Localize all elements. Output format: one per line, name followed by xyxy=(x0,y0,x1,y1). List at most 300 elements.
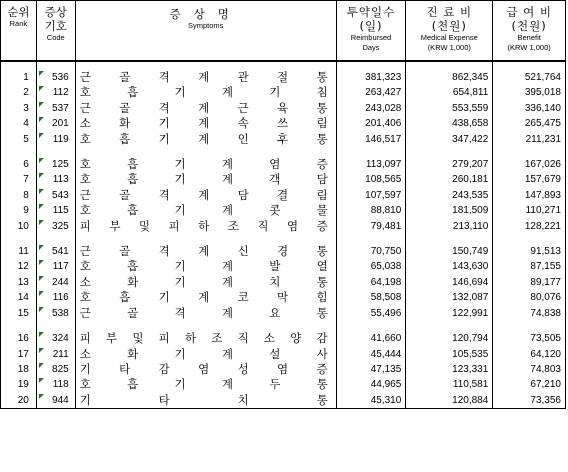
symptom-char: 후 xyxy=(277,131,289,146)
green-triangle-marker-icon xyxy=(39,102,44,107)
benefit-cell: 73,356 xyxy=(493,393,566,409)
code-cell xyxy=(36,244,75,259)
symptom-char: 계 xyxy=(221,377,233,392)
symptom-char: 치 xyxy=(237,392,249,407)
days-cell: 41,660 xyxy=(336,331,406,346)
spacer-cell xyxy=(36,321,75,331)
symptom-name xyxy=(80,290,328,305)
symptom-char: 통 xyxy=(316,392,328,407)
days-cell: 201,406 xyxy=(336,116,406,131)
symptom-cell xyxy=(75,172,336,187)
spacer-cell xyxy=(75,61,336,70)
code-value: 118 xyxy=(52,379,69,391)
rank-cell: 2 xyxy=(1,85,37,100)
symptom-name xyxy=(80,132,328,147)
symptom-name xyxy=(80,85,328,100)
table-row xyxy=(1,219,566,234)
symptom-char: 호 xyxy=(79,85,91,100)
symptom-char: 소 xyxy=(79,274,91,289)
symptom-char: 소 xyxy=(263,331,275,346)
expense-cell: 213,110 xyxy=(406,219,493,234)
symptom-char: 근 xyxy=(237,100,249,115)
symptom-char: 피 xyxy=(168,218,180,233)
symptom-name xyxy=(80,275,328,290)
benefit-cell: 521,764 xyxy=(493,70,566,85)
code-value: 115 xyxy=(52,205,69,217)
days-cell: 79,481 xyxy=(336,219,406,234)
header-code-ko-2: 기호 xyxy=(44,19,67,33)
code-cell xyxy=(36,362,75,377)
symptom-name xyxy=(80,157,328,172)
benefit-cell: 128,221 xyxy=(493,219,566,234)
rank-cell: 10 xyxy=(1,219,37,234)
symptom-char: 인 xyxy=(237,131,249,146)
green-triangle-marker-icon xyxy=(39,245,44,250)
code-cell xyxy=(36,331,75,346)
symptom-char: 계 xyxy=(198,187,210,202)
code-cell xyxy=(36,203,75,218)
code-cell xyxy=(36,275,75,290)
symptom-char: 격 xyxy=(158,100,170,115)
benefit-cell: 64,120 xyxy=(493,347,566,362)
rank-cell: 4 xyxy=(1,116,37,131)
symptom-char: 피 xyxy=(79,218,91,233)
symptom-name xyxy=(80,244,328,259)
green-triangle-marker-icon xyxy=(39,204,44,209)
green-triangle-marker-icon xyxy=(39,332,44,337)
symptom-name xyxy=(80,188,328,203)
symptom-char: 기 xyxy=(174,85,186,100)
symptom-char: 물 xyxy=(316,203,328,218)
header-days-en-2: Days xyxy=(362,43,380,52)
table-row xyxy=(1,157,566,172)
symptom-char: 기 xyxy=(174,157,186,172)
header-rank-en: Rank xyxy=(9,19,28,28)
symptom-char: 힘 xyxy=(316,290,328,305)
expense-cell: 654,811 xyxy=(406,85,493,100)
header-benefit-ko-2: (천원) xyxy=(511,19,547,33)
benefit-cell: 167,026 xyxy=(493,157,566,172)
days-cell: 107,597 xyxy=(336,188,406,203)
rank-cell: 15 xyxy=(1,306,37,321)
symptom-char: 근 xyxy=(79,100,91,115)
symptom-char: 두 xyxy=(269,377,281,392)
symptom-char: 호 xyxy=(79,172,91,187)
expense-cell: 120,794 xyxy=(406,331,493,346)
symptom-char: 막 xyxy=(277,290,289,305)
symptom-char: 기 xyxy=(174,346,186,361)
symptom-char: 근 xyxy=(79,187,91,202)
code-value: 211 xyxy=(52,348,69,360)
table-row xyxy=(1,188,566,203)
green-triangle-marker-icon xyxy=(39,276,44,281)
code-value: 119 xyxy=(52,133,69,145)
symptom-char: 신 xyxy=(237,244,249,259)
expense-cell: 553,559 xyxy=(406,101,493,116)
symptom-name xyxy=(80,203,328,218)
spacer-row xyxy=(1,234,566,244)
symptom-cell xyxy=(75,219,336,234)
symptom-char: 감 xyxy=(316,331,328,346)
benefit-cell: 110,271 xyxy=(493,203,566,218)
header-code xyxy=(36,1,75,62)
symptom-cell xyxy=(75,203,336,218)
symptom-name xyxy=(80,70,328,85)
symptom-char: 호 xyxy=(79,259,91,274)
benefit-cell: 336,140 xyxy=(493,101,566,116)
days-cell: 70,750 xyxy=(336,244,406,259)
symptom-char: 증 xyxy=(316,157,328,172)
symptom-name xyxy=(80,259,328,274)
spacer-cell xyxy=(36,234,75,244)
symptom-cell xyxy=(75,70,336,85)
symptom-char: 타 xyxy=(158,392,170,407)
days-cell: 58,508 xyxy=(336,290,406,305)
spacer-cell xyxy=(36,147,75,157)
symptom-char: 기 xyxy=(174,172,186,187)
rank-cell: 6 xyxy=(1,157,37,172)
symptom-cell xyxy=(75,85,336,100)
symptom-char: 소 xyxy=(79,116,91,131)
symptom-name xyxy=(80,116,328,131)
header-benefit xyxy=(493,1,566,62)
symptom-char: 양 xyxy=(290,331,302,346)
symptom-char: 림 xyxy=(316,116,328,131)
code-cell xyxy=(36,116,75,131)
table-row xyxy=(1,172,566,187)
symptom-cell xyxy=(75,259,336,274)
code-cell xyxy=(36,85,75,100)
symptom-char: 및 xyxy=(132,331,144,346)
table-row xyxy=(1,393,566,409)
table-row xyxy=(1,306,566,321)
code-value: 117 xyxy=(52,261,69,273)
symptom-char: 흡 xyxy=(127,172,139,187)
symptom-char: 기 xyxy=(174,203,186,218)
symptom-char: 계 xyxy=(221,346,233,361)
green-triangle-marker-icon xyxy=(39,348,44,353)
symptom-char: 관 xyxy=(237,70,249,84)
code-value: 537 xyxy=(52,102,69,114)
symptom-char: 통 xyxy=(316,100,328,115)
symptom-char: 흡 xyxy=(127,203,139,218)
code-value: 541 xyxy=(52,246,69,258)
symptom-char: 기 xyxy=(174,259,186,274)
symptom-name xyxy=(80,219,328,234)
code-cell xyxy=(36,393,75,409)
header-symptoms-ko: 증상명 xyxy=(169,7,242,21)
expense-cell: 143,630 xyxy=(406,259,493,274)
symptom-char: 부 xyxy=(109,218,121,233)
symptom-char: 직 xyxy=(237,331,249,346)
green-triangle-marker-icon xyxy=(39,291,44,296)
code-cell xyxy=(36,377,75,392)
symptom-char: 통 xyxy=(316,131,328,146)
code-value: 244 xyxy=(52,276,69,288)
symptom-char: 호 xyxy=(79,203,91,218)
symptom-char: 객 xyxy=(269,172,281,187)
symptom-char: 직 xyxy=(257,218,269,233)
benefit-cell: 395,018 xyxy=(493,85,566,100)
table-row xyxy=(1,275,566,290)
days-cell: 263,427 xyxy=(336,85,406,100)
symptom-char: 열 xyxy=(316,259,328,274)
symptom-char: 통 xyxy=(316,305,328,320)
spacer-cell xyxy=(75,147,336,157)
symptom-char: 흡 xyxy=(127,157,139,172)
symptom-char: 염 xyxy=(277,361,289,376)
days-cell: 381,323 xyxy=(336,70,406,85)
rank-cell: 18 xyxy=(1,362,37,377)
spacer-cell xyxy=(75,234,336,244)
symptom-char: 계 xyxy=(198,244,210,259)
days-cell: 113,097 xyxy=(336,157,406,172)
header-expense-en-1: Medical Expense xyxy=(420,33,478,42)
code-cell xyxy=(36,132,75,147)
header-benefit-ko-1: 급 여 비 xyxy=(506,5,552,19)
symptom-char: 기 xyxy=(79,361,91,376)
expense-cell: 243,535 xyxy=(406,188,493,203)
symptom-cell xyxy=(75,275,336,290)
symptom-char: 계 xyxy=(198,116,210,131)
green-triangle-marker-icon xyxy=(39,71,44,76)
expense-cell: 181,509 xyxy=(406,203,493,218)
header-code-ko-1: 증상 xyxy=(44,5,67,19)
table-row xyxy=(1,203,566,218)
symptom-char: 계 xyxy=(221,203,233,218)
expense-cell: 105,535 xyxy=(406,347,493,362)
expense-cell: 862,345 xyxy=(406,70,493,85)
table-row xyxy=(1,116,566,131)
rank-cell: 13 xyxy=(1,275,37,290)
code-cell xyxy=(36,157,75,172)
spacer-row xyxy=(1,61,566,70)
symptom-char: 타 xyxy=(119,361,131,376)
symptom-char: 근 xyxy=(79,70,91,84)
symptom-char: 격 xyxy=(174,305,186,320)
header-rank xyxy=(1,1,37,62)
symptom-cell xyxy=(75,331,336,346)
days-cell: 55,496 xyxy=(336,306,406,321)
days-cell: 64,198 xyxy=(336,275,406,290)
symptom-cell xyxy=(75,377,336,392)
code-cell xyxy=(36,70,75,85)
spacer-row xyxy=(1,147,566,157)
symptom-char: 기 xyxy=(174,274,186,289)
spacer-row xyxy=(1,321,566,331)
symptom-char: 부 xyxy=(106,331,118,346)
spacer-cell xyxy=(406,61,493,70)
spacer-cell xyxy=(406,321,493,331)
symptom-cell xyxy=(75,132,336,147)
symptom-char: 성 xyxy=(237,361,249,376)
symptom-char: 하 xyxy=(184,331,197,346)
header-days-en-1: Reimbursed xyxy=(350,33,392,42)
symptom-char: 근 xyxy=(79,244,91,259)
table-row xyxy=(1,70,566,85)
header-rank-ko: 순위 xyxy=(7,5,30,19)
green-triangle-marker-icon xyxy=(39,220,44,225)
code-cell xyxy=(36,306,75,321)
benefit-cell: 91,513 xyxy=(493,244,566,259)
symptom-char: 결 xyxy=(277,187,289,202)
days-cell: 243,028 xyxy=(336,101,406,116)
symptom-char: 증 xyxy=(316,361,328,376)
table-body xyxy=(1,61,566,409)
code-cell xyxy=(36,290,75,305)
symptom-char: 화 xyxy=(127,274,139,289)
rank-cell: 19 xyxy=(1,377,37,392)
expense-cell: 260,181 xyxy=(406,172,493,187)
table-row xyxy=(1,290,566,305)
expense-cell: 146,694 xyxy=(406,275,493,290)
days-cell: 146,517 xyxy=(336,132,406,147)
expense-cell: 150,749 xyxy=(406,244,493,259)
symptom-char: 기 xyxy=(79,392,91,407)
header-symptoms xyxy=(75,1,336,62)
symptom-char: 감 xyxy=(158,361,170,376)
symptom-char: 격 xyxy=(158,70,170,84)
symptom-char: 코 xyxy=(237,290,249,305)
symptom-char: 격 xyxy=(158,187,170,202)
symptom-char: 치 xyxy=(269,274,281,289)
spacer-cell xyxy=(1,321,37,331)
symptom-char: 계 xyxy=(221,172,233,187)
rank-cell: 17 xyxy=(1,347,37,362)
symptom-char: 흡 xyxy=(119,131,131,146)
symptom-char: 기 xyxy=(158,290,170,305)
code-cell xyxy=(36,188,75,203)
spacer-cell xyxy=(336,234,406,244)
rank-cell: 12 xyxy=(1,259,37,274)
symptom-char: 설 xyxy=(269,346,281,361)
symptom-cell xyxy=(75,362,336,377)
symptom-char: 절 xyxy=(277,70,289,84)
expense-cell: 123,331 xyxy=(406,362,493,377)
days-cell: 108,565 xyxy=(336,172,406,187)
spacer-cell xyxy=(336,61,406,70)
symptom-char: 담 xyxy=(316,172,328,187)
symptom-name xyxy=(80,306,328,321)
header-days xyxy=(336,1,406,62)
code-cell xyxy=(36,219,75,234)
spacer-cell xyxy=(406,234,493,244)
days-cell: 88,810 xyxy=(336,203,406,218)
symptom-cell xyxy=(75,306,336,321)
symptom-char: 호 xyxy=(79,290,91,305)
benefit-cell: 67,210 xyxy=(493,377,566,392)
green-triangle-marker-icon xyxy=(39,86,44,91)
code-value: 116 xyxy=(52,292,69,304)
days-cell: 45,444 xyxy=(336,347,406,362)
symptom-char: 기 xyxy=(158,131,170,146)
rank-cell: 20 xyxy=(1,393,37,409)
symptom-char: 골 xyxy=(119,244,131,259)
symptom-char: 계 xyxy=(198,131,210,146)
rank-cell: 16 xyxy=(1,331,37,346)
symptom-name xyxy=(80,331,328,346)
spacer-cell xyxy=(36,61,75,70)
green-triangle-marker-icon xyxy=(39,363,44,368)
symptom-cell xyxy=(75,244,336,259)
symptom-cell xyxy=(75,116,336,131)
green-triangle-marker-icon xyxy=(39,378,44,383)
rank-cell: 8 xyxy=(1,188,37,203)
benefit-cell: 74,838 xyxy=(493,306,566,321)
code-value: 825 xyxy=(52,363,69,375)
symptom-char: 계 xyxy=(198,290,210,305)
green-triangle-marker-icon xyxy=(39,158,44,163)
symptom-char: 소 xyxy=(79,346,91,361)
header-benefit-en-1: Benefit xyxy=(517,33,541,42)
symptom-char: 계 xyxy=(221,259,233,274)
symptom-char: 염 xyxy=(198,361,210,376)
table-row xyxy=(1,259,566,274)
symptom-char: 계 xyxy=(221,157,233,172)
symptom-char: 림 xyxy=(316,187,328,202)
symptom-char: 계 xyxy=(198,70,210,84)
header-expense-ko-1: 진 료 비 xyxy=(426,5,473,19)
spacer-cell xyxy=(1,234,37,244)
symptom-char: 피 xyxy=(79,331,91,346)
symptom-cell xyxy=(75,188,336,203)
symptom-name xyxy=(80,362,328,377)
benefit-cell: 265,475 xyxy=(493,116,566,131)
green-triangle-marker-icon xyxy=(39,117,44,122)
green-triangle-marker-icon xyxy=(39,307,44,312)
symptom-char: 사 xyxy=(316,346,328,361)
expense-cell: 132,087 xyxy=(406,290,493,305)
symptom-char: 발 xyxy=(269,259,281,274)
green-triangle-marker-icon xyxy=(39,189,44,194)
symptom-char: 하 xyxy=(198,218,210,233)
symptom-name xyxy=(80,101,328,116)
symptom-char: 통 xyxy=(316,377,328,392)
header-benefit-en-2: (KRW 1,000) xyxy=(507,43,551,52)
benefit-cell: 211,231 xyxy=(493,132,566,147)
spacer-cell xyxy=(336,147,406,157)
symptom-char: 흡 xyxy=(127,377,139,392)
symptom-char: 요 xyxy=(269,305,281,320)
table-row xyxy=(1,347,566,362)
code-value: 538 xyxy=(52,307,69,319)
symptom-cell xyxy=(75,347,336,362)
symptom-char: 피 xyxy=(158,331,170,346)
table-row xyxy=(1,244,566,259)
code-value: 324 xyxy=(52,333,69,345)
symptom-char: 흡 xyxy=(119,290,131,305)
header-code-en: Code xyxy=(46,33,65,42)
code-cell xyxy=(36,259,75,274)
expense-cell: 120,884 xyxy=(406,393,493,409)
expense-cell: 110,581 xyxy=(406,377,493,392)
benefit-cell: 147,893 xyxy=(493,188,566,203)
symptom-name xyxy=(80,393,328,408)
symptom-cell xyxy=(75,101,336,116)
rank-cell: 5 xyxy=(1,132,37,147)
header-expense-en-2: (KRW 1,000) xyxy=(427,43,471,52)
spacer-cell xyxy=(1,147,37,157)
spacer-cell xyxy=(493,321,566,331)
green-triangle-marker-icon xyxy=(39,394,44,399)
symptom-char: 격 xyxy=(158,244,170,259)
symptom-char: 증 xyxy=(316,218,328,233)
symptom-char: 경 xyxy=(277,244,289,259)
table-row xyxy=(1,362,566,377)
green-triangle-marker-icon xyxy=(39,133,44,138)
symptom-char: 화 xyxy=(119,116,131,131)
header-days-ko-1: 투약일수 xyxy=(346,5,396,19)
